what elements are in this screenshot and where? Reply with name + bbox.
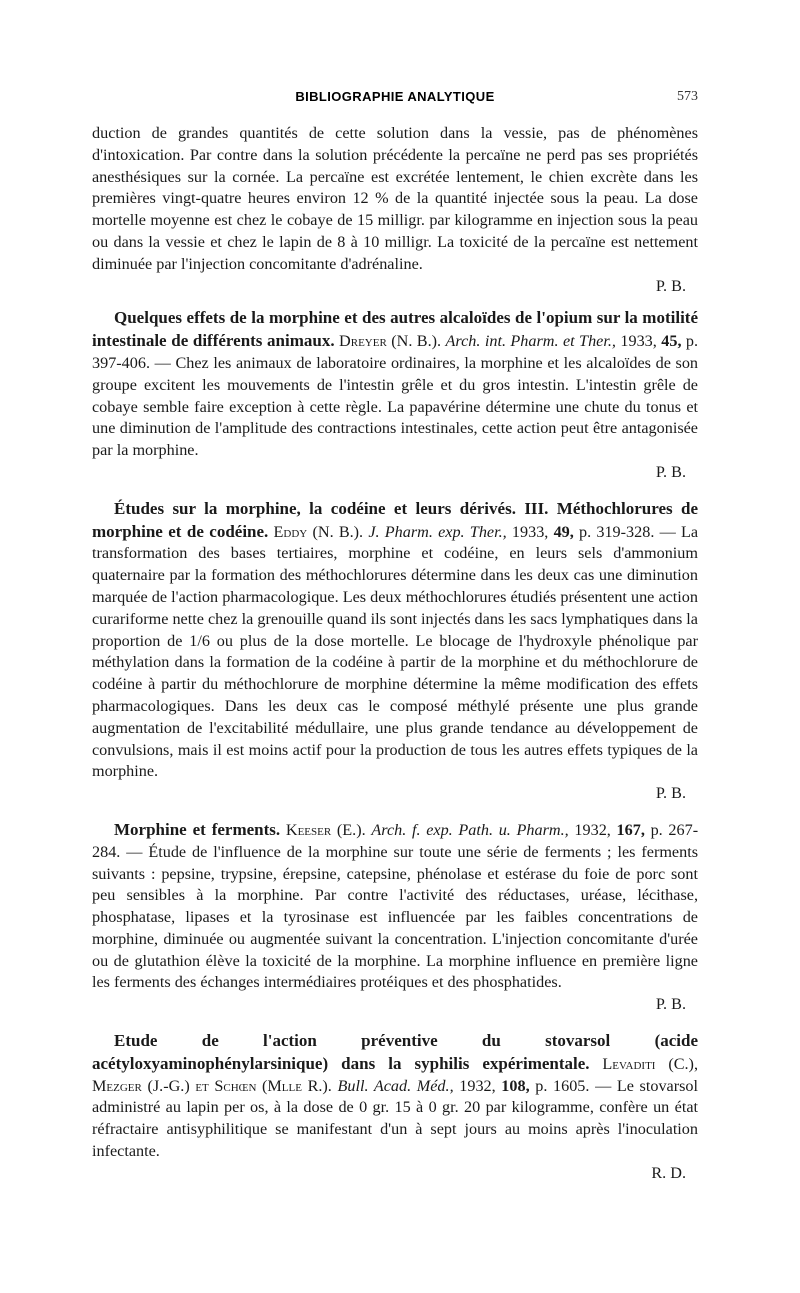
entry-paragraph — [92, 1030, 698, 1163]
entry-pages: p. 1605. — [535, 1076, 590, 1095]
entry-paragraph — [92, 819, 698, 994]
page-body — [92, 123, 698, 1185]
entry-journal: Arch. f. exp. Path. u. Pharm., — [371, 820, 569, 839]
entry-volume: 45, — [661, 332, 682, 351]
bibliography-entry — [92, 819, 698, 1016]
entry-volume: 108, — [501, 1076, 530, 1095]
entry-year: 1933, — [620, 332, 657, 351]
entry-author-initials: (N. B.). — [312, 522, 364, 541]
entry-pages: p. 397-406. — [92, 332, 699, 372]
entry-journal: J. Pharm. exp. Ther., — [368, 522, 507, 541]
continuation-paragraph: duction de grandes quantités de cette solution dans la vessie, pas de phénomènes d'intoxication. Par contre dans la solution précédente la percaïne ne perd pas ses propriétés anesthésiques sur la cornée. La percaïne est excrétée lentement, le chien excrète dans les premières vingt-quatre heures environ 12 % de la quantité injectée sous la peau. La dose mortelle moyenne est chez le cobaye de 15 milligr. par kilogramme en injection sous la peau ou dans la vessie et chez le lapin de 8 à 10 milligr. La toxicité de la percaïne est nettement diminuée par l'injection concomitante d'adrénaline. — [92, 124, 698, 273]
entry-title: Morphine et ferments. — [114, 819, 281, 839]
entry-volume: 49, — [553, 522, 574, 541]
entry-summary: — Le stovarsol administré au lapin per os, à la dose de 0 gr. 15 à 0 gr. 20 par kilogramme, confère un état réfractaire antisyphilitique se manifestant d'un à sept jours au moins après l'inoculation infectante. — [92, 1076, 699, 1161]
running-head — [92, 87, 698, 113]
entry-paragraph — [92, 498, 698, 783]
entry-pages: p. 267-284. — [92, 820, 699, 861]
entry-summary: — La transformation des bases tertiaires, morphine et codéine, en leurs sels d'ammonium quaternaire par la formation des méthochlorures détermine dans les deux cas une diminution marquée de l'action pharmacologique. Les deux méthochlorures étudiés présentent une action curariforme nette chez la grenouille quand ils sont injectés dans les sacs lymphatiques dans la proportion de 1/6 ou plus de la dose mortelle. Le blocage de l'hydroxyle phénolique par méthylation dans la formation de la codéine à partir de la morphine et du méthochlorure de codéine à partir du méthochlorure de morphine détermine la même modification des effets pharmacologiques. Dans les deux cas le composé méthylé présente une plus grande augmentation de l'excitabilité médullaire, une plus grande tendance au développement de convulsions, mais il est moins actif pour la production de tous les autres effets typiques de la morphine. — [92, 522, 699, 781]
entry-signature: P. B. — [655, 462, 686, 481]
bibliography-entry — [92, 498, 698, 805]
entry-authors: Levaditi (C.), Mezger (J.-G.) et Schœn (Mlle R.). — [92, 1054, 698, 1095]
entry-signature: R. D. — [651, 1163, 686, 1182]
running-title: BIBLIOGRAPHIE ANALYTIQUE — [295, 89, 495, 104]
entry-signature: P. B. — [655, 784, 686, 803]
bibliography-entry — [92, 1030, 698, 1185]
entry-volume: 167, — [616, 820, 645, 839]
entry-pages: p. 319-328. — [579, 522, 655, 541]
entry-title: Études sur la morphine, la codéine et leurs dérivés. III. Méthochlorures de morphine et de codéine. — [92, 498, 698, 541]
entry-title: Quelques effets de la morphine et des autres alcaloïdes de l'opium sur la motilité intestinale de différents animaux. — [92, 308, 698, 351]
entry-journal: Arch. int. Pharm. et Ther., — [445, 332, 616, 351]
entry-signature: P. B. — [655, 995, 686, 1014]
entry-summary: — Étude de l'influence de la morphine sur toute une série de ferments ; les ferments suivants : pepsine, trypsine, érepsine, catepsine, phénolase et estérase du foie de porc sont peu sensibles à la morphine. Par contre l'activité des réductases, uréase, lécithase, phosphatase, lipases et la tyrosinase est influencée par les faibles concentrations de morphine, diminuée ou augmentée suivant la concentration. L'injection concomitante d'urée ou de glutathion élève la toxicité de la morphine. La morphine influence en première ligne les ferments des échanges intermédiaires protéiques et des phosphatides. — [92, 842, 698, 992]
entry-year: 1932, — [574, 820, 611, 839]
page-number: 573 — [677, 89, 698, 104]
entry-author: Dreyer — [339, 332, 387, 351]
entry-year: 1933, — [511, 522, 549, 541]
entry-title: Etude de l'action préventive du stovarsol (acide acétyloxyaminophénylarsinique) dans la syphilis expérimentale. — [92, 1031, 698, 1073]
entry-year: 1932, — [459, 1076, 496, 1095]
entry-summary: — Chez les animaux de laboratoire ordinaires, la morphine et les alcaloïdes de son groupe excitent les mouvements de l'intestin grêle et du gros intestin. L'intestin grêle de cobaye semble faire exception à cette règle. La papavérine détermine une chute du tonus et une diminution de l'amplitude des contractions intestinales, cette action peut être antagonisée par la morphine. — [92, 353, 699, 460]
entry-author-initials: (N. B.). — [391, 332, 442, 351]
entry-paragraph — [92, 307, 698, 462]
entry-author: Eddy — [273, 522, 308, 541]
continuation-signature: P. B. — [655, 276, 686, 295]
entry-author: Keeser — [285, 820, 332, 839]
bibliography-entry — [92, 307, 698, 483]
entry-journal: Bull. Acad. Méd., — [337, 1076, 454, 1095]
entry-author-initials: (E.). — [336, 820, 366, 839]
